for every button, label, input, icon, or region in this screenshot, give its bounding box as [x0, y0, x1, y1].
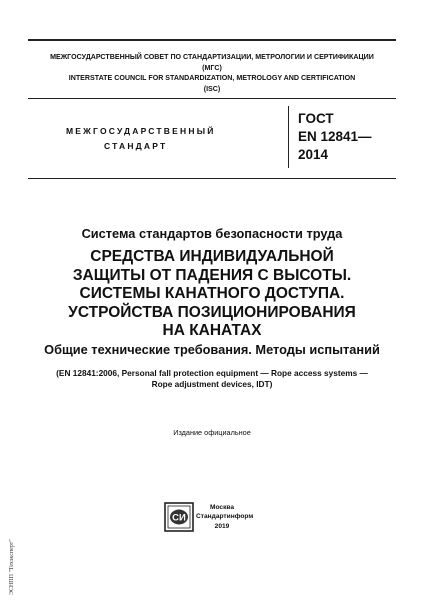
council-abbr-en: (ISC) [203, 84, 221, 93]
top-rule [28, 39, 396, 41]
title-line: СИСТЕМЫ КАНАТНОГО ДОСТУПА. [79, 285, 345, 303]
publisher-name: Стандартинформ [196, 513, 254, 521]
publication-year: 2019 [214, 522, 230, 530]
document-title [20, 248, 404, 341]
title-line: ЗАЩИТЫ ОТ ПАДЕНИЯ С ВЫСОТЫ. [72, 266, 352, 284]
designation-rule [28, 178, 396, 179]
standard-type-line2: СТАНДАРТ [104, 141, 168, 151]
standartinform-logo-icon [164, 502, 194, 532]
standard-type [66, 124, 266, 154]
logo-text: СИ [172, 512, 186, 524]
standard-designation [298, 110, 372, 164]
title-line: УСТРОЙСТВА ПОЗИЦИОНИРОВАНИЯ [68, 303, 356, 321]
standard-type-line1: МЕЖГОСУДАРСТВЕННЫЙ [66, 126, 216, 136]
designation-line1: ГОСТ [298, 111, 334, 126]
publisher-info [196, 503, 254, 531]
council-header [28, 52, 396, 94]
header-rule [28, 98, 396, 99]
designation-line3: 2014 [298, 147, 329, 162]
designation-divider [288, 106, 289, 168]
title-line: СРЕДСТВА ИНДИВИДУАЛЬНОЙ [90, 248, 334, 265]
document-subtitle: Общие технические требования. Методы испытаний [44, 342, 380, 357]
watermark-stamp: ЭСНПП "Техэксперт" [9, 539, 15, 595]
standards-series: Система стандартов безопасности труда [81, 226, 343, 241]
council-abbr-ru: (МГС) [202, 63, 222, 72]
council-name-en: INTERSTATE COUNCIL FOR STANDARDIZATION, METROLOGY AND CERTIFICATION [68, 74, 356, 83]
en-reference [20, 368, 404, 391]
en-reference-line2: Rope adjustment devices, IDT) [151, 379, 273, 390]
publisher-city: Москва [209, 504, 235, 511]
designation-line2: EN 12841— [298, 129, 372, 144]
edition-label: Издание официальное [173, 428, 251, 437]
title-line: НА КАНАТАХ [162, 322, 262, 340]
en-reference-line1: (EN 12841:2006, Personal fall protection equipment — Rope access systems — [56, 368, 368, 378]
council-name-ru: МЕЖГОСУДАРСТВЕННЫЙ СОВЕТ ПО СТАНДАРТИЗАЦИИ, МЕТРОЛОГИИ И СЕРТИФИКАЦИИ [50, 53, 374, 61]
